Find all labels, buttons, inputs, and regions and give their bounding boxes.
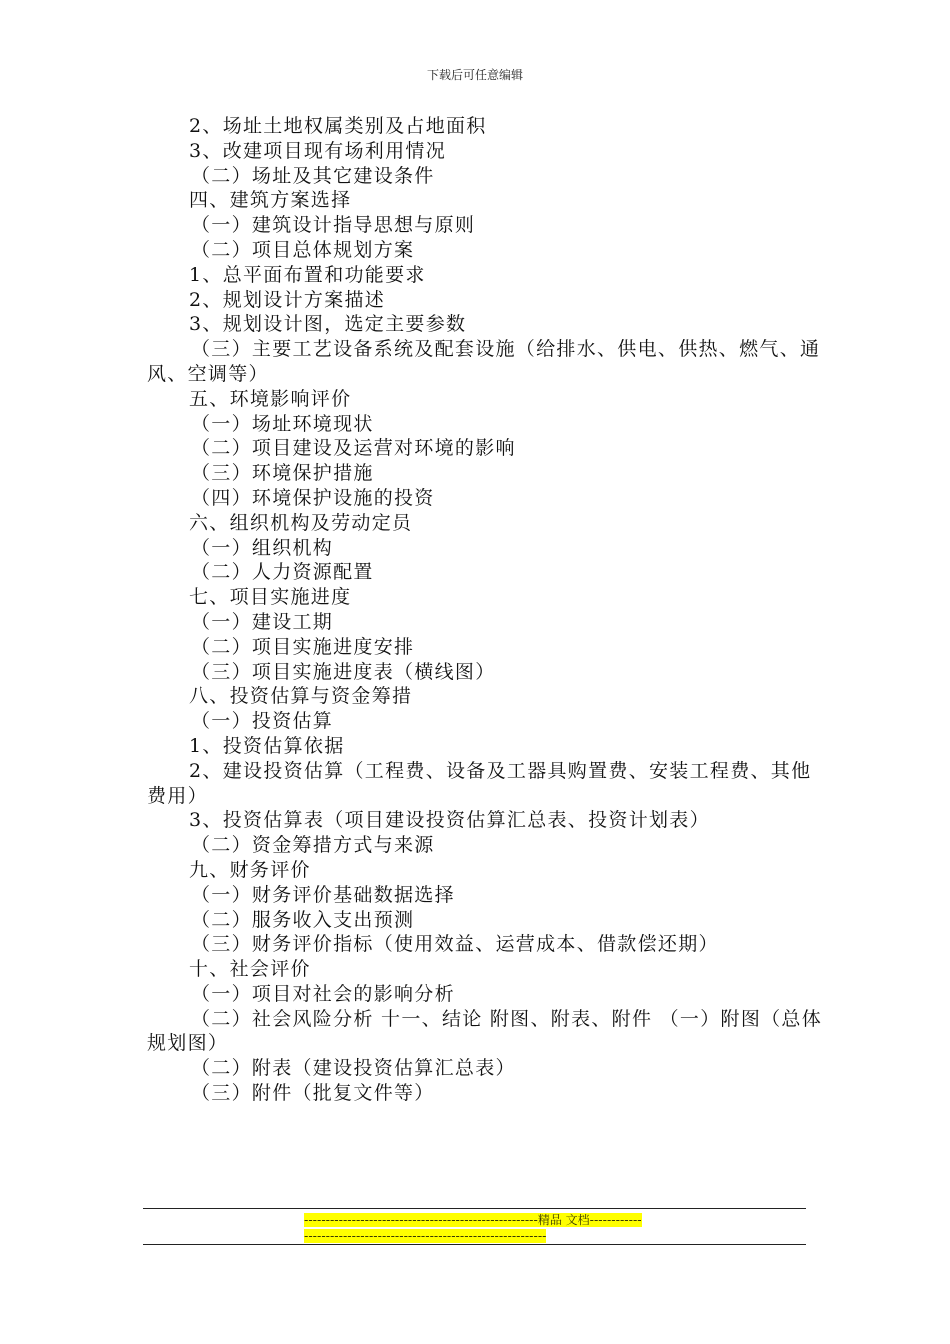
outline-heading: 九、财务评价 xyxy=(189,858,311,881)
outline-line: （一）项目对社会的影响分析 xyxy=(191,982,455,1005)
outline-line: 3、规划设计图，选定主要参数 xyxy=(189,313,467,336)
outline-line: 2、规划设计方案描述 xyxy=(189,288,386,311)
outline-line: （四）环境保护设施的投资 xyxy=(191,486,435,509)
footer-highlight-text: ------------------------------------------------------精品 文档-------------------------------------------------------------------- xyxy=(304,1213,642,1243)
outline-line: （二）附表（建设投资估算汇总表） xyxy=(191,1057,516,1080)
outline-line: （二）场址及其它建设条件 xyxy=(191,164,435,187)
outline-line: （一）建设工期 xyxy=(191,610,334,633)
outline-line: （二）人力资源配置 xyxy=(191,561,374,584)
outline-line: 2、场址土地权属类别及占地面积 xyxy=(189,115,487,137)
outline-line: 1、投资估算依据 xyxy=(189,734,345,757)
outline-line: （一）投资估算 xyxy=(191,710,334,733)
outline-line: （二）资金筹措方式与来源 xyxy=(191,834,435,857)
outline-heading: 十、社会评价 xyxy=(189,958,311,981)
outline-heading: 八、投资估算与资金筹措 xyxy=(189,685,413,708)
outline-line: （二）社会风险分析 十一、结论 附图、附表、附件 （一）附图（总体规划图） xyxy=(147,1007,823,1055)
outline-line: （三）项目实施进度表（横线图） xyxy=(191,660,496,683)
outline-line: （三）主要工艺设备系统及配套设施（给排水、供电、供热、燃气、通风、空调等） xyxy=(147,338,821,385)
outline-line: （二）服务收入支出预测 xyxy=(191,908,415,931)
outline-line: （二）项目总体规划方案 xyxy=(191,238,415,261)
footer-top-rule xyxy=(143,1208,806,1209)
outline-line: （三）附件（批复文件等） xyxy=(191,1082,435,1105)
outline-line: （一）财务评价基础数据选择 xyxy=(191,883,455,906)
outline-heading: 六、组织机构及劳动定员 xyxy=(189,511,413,534)
outline-line: （三）财务评价指标（使用效益、运营成本、借款偿还期） xyxy=(191,933,719,956)
outline-line: （一）场址环境现状 xyxy=(191,412,374,435)
page-header: 下载后可任意编辑 xyxy=(426,68,523,82)
document-body xyxy=(147,114,827,1106)
outline-line: 2、建设投资估算（工程费、设备及工器具购置费、安装工程费、其他费用） xyxy=(147,759,812,807)
outline-line: （二）项目实施进度安排 xyxy=(191,635,415,658)
footer-bottom-rule xyxy=(143,1244,806,1245)
outline-line: 1、总平面布置和功能要求 xyxy=(189,263,426,286)
outline-heading: 四、建筑方案选择 xyxy=(189,189,352,212)
outline-line: （二）项目建设及运营对环境的影响 xyxy=(191,437,516,460)
footer-note xyxy=(304,1212,644,1244)
outline-heading: 七、项目实施进度 xyxy=(189,586,352,609)
outline-line: （一）组织机构 xyxy=(191,536,334,559)
outline-line: 3、改建项目现有场利用情况 xyxy=(189,139,446,162)
outline-heading: 五、环境影响评价 xyxy=(189,387,352,410)
outline-line: 3、投资估算表（项目建设投资估算汇总表、投资计划表） xyxy=(189,809,710,832)
outline-line: （一）建筑设计指导思想与原则 xyxy=(191,214,476,237)
outline-line: （三）环境保护措施 xyxy=(191,462,374,485)
